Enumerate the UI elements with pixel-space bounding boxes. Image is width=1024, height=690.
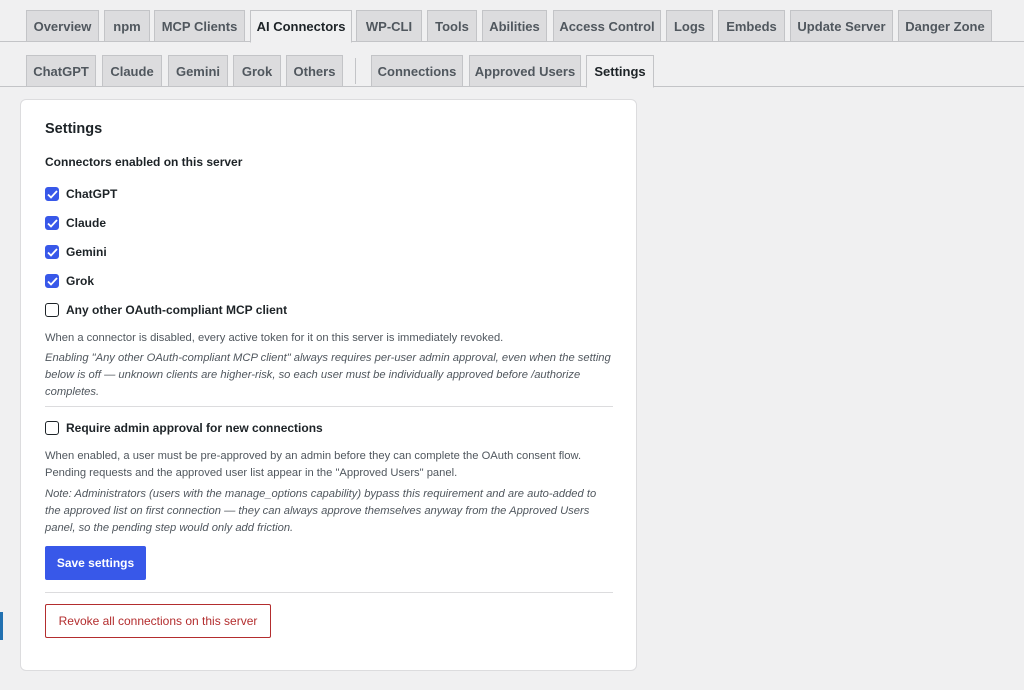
connector-chatgpt-checkbox[interactable]: [45, 187, 59, 201]
checkmark-icon: [47, 248, 58, 257]
checkmark-icon: [47, 190, 58, 199]
subtab-settings[interactable]: Settings: [586, 55, 654, 88]
disabled-connector-note: When a connector is disabled, every active token for it on this server is immediately revoked.: [45, 332, 504, 344]
settings-card: [20, 99, 637, 671]
require-approval-checkbox[interactable]: [45, 421, 59, 435]
connector-other-checkbox[interactable]: [45, 303, 59, 317]
other-client-note: Enabling "Any other OAuth-compliant MCP client" always requires per-user admin approval, even when the setting below is off — unknown clients are higher-risk, so each user must be individually approved before /authorize completes.: [45, 352, 611, 398]
settings-title: Settings: [45, 121, 103, 137]
tab-logs[interactable]: Logs: [666, 10, 713, 42]
tab-tools[interactable]: Tools: [427, 10, 477, 42]
revoke-all-button[interactable]: Revoke all connections on this server: [45, 604, 271, 638]
require-approval-row[interactable]: [45, 420, 323, 436]
approval-description: When enabled, a user must be pre-approved by an admin before they can complete the OAuth consent flow. Pending requests and the approved user list appear in the "Approved Users" panel.: [45, 450, 582, 479]
subtab-others[interactable]: Others: [286, 55, 343, 87]
checkmark-icon: [47, 219, 58, 228]
tab-access-control[interactable]: Access Control: [553, 10, 661, 42]
tab-wp-cli[interactable]: WP-CLI: [356, 10, 422, 42]
left-edge-marker: [0, 612, 3, 640]
admin-note: Note: Administrators (users with the manage_options capability) bypass this requirement and are auto-added to the approved list on first connection — they can always approve themselves anyway from the Approved Users panel, so the pending step would only add friction.: [45, 488, 597, 534]
connector-other-row[interactable]: [45, 302, 287, 318]
divider: [45, 406, 613, 407]
subtab-divider: [355, 58, 356, 84]
connector-claude-row[interactable]: [45, 215, 106, 231]
tab-mcp-clients[interactable]: MCP Clients: [154, 10, 245, 42]
tab-npm[interactable]: npm: [104, 10, 150, 42]
connector-claude-checkbox[interactable]: [45, 216, 59, 230]
save-settings-button[interactable]: Save settings: [45, 546, 146, 580]
connector-gemini-checkbox[interactable]: [45, 245, 59, 259]
tab-overview[interactable]: Overview: [26, 10, 99, 42]
connector-chatgpt-label: ChatGPT: [66, 187, 118, 201]
require-approval-label: Require admin approval for new connections: [66, 421, 323, 435]
tab-embeds[interactable]: Embeds: [718, 10, 785, 42]
tab-abilities[interactable]: Abilities: [482, 10, 547, 42]
tab-update-server[interactable]: Update Server: [790, 10, 893, 42]
connector-gemini-label: Gemini: [66, 245, 107, 259]
subtab-chatgpt[interactable]: ChatGPT: [26, 55, 96, 87]
connector-other-label: Any other OAuth-compliant MCP client: [66, 303, 288, 317]
connectors-heading: Connectors enabled on this server: [45, 155, 243, 169]
checkmark-icon: [47, 277, 58, 286]
connector-chatgpt-row[interactable]: [45, 186, 117, 202]
tab-danger-zone[interactable]: Danger Zone: [898, 10, 992, 42]
subtab-claude[interactable]: Claude: [102, 55, 162, 87]
connector-grok-label: Grok: [66, 274, 95, 288]
subtab-approved-users[interactable]: Approved Users: [469, 55, 581, 87]
subtab-grok[interactable]: Grok: [233, 55, 281, 87]
subtab-connections[interactable]: Connections: [371, 55, 463, 87]
sub-tab-bar: [0, 55, 1024, 87]
subtab-gemini[interactable]: Gemini: [168, 55, 228, 87]
divider: [45, 592, 613, 593]
connector-claude-label: Claude: [66, 216, 107, 230]
tab-ai-connectors[interactable]: AI Connectors: [250, 10, 352, 43]
connector-gemini-row[interactable]: [45, 244, 107, 260]
connector-grok-row[interactable]: [45, 273, 94, 289]
top-tab-bar: [0, 10, 1024, 42]
connector-grok-checkbox[interactable]: [45, 274, 59, 288]
